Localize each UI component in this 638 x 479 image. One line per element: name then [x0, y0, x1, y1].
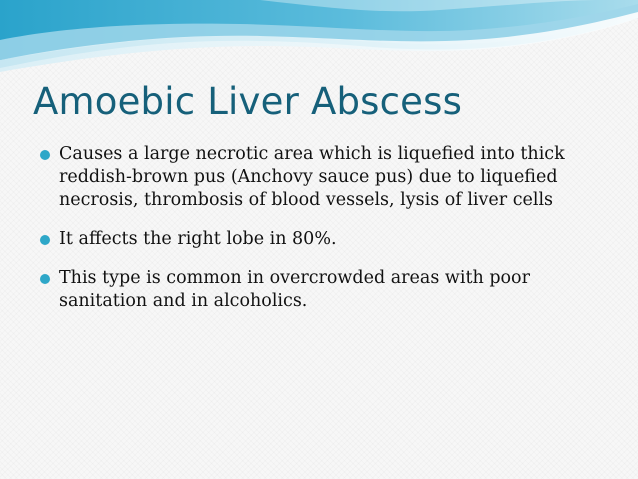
bullet-item — [40, 267, 600, 313]
bullet-list — [40, 143, 600, 329]
bullet-text: It affects the right lobe in 80%. — [59, 229, 337, 249]
filled-circle-icon — [40, 274, 50, 284]
filled-circle-icon — [40, 235, 50, 245]
bullet-item — [40, 228, 600, 251]
slide-title: Amoebic Liver Abscess — [33, 80, 463, 123]
bullet-item — [40, 143, 600, 212]
bullet-text: This type is common in overcrowded areas with poor sanitation and in alcoholics. — [59, 268, 530, 311]
bullet-text: Causes a large necrotic area which is liquefied into thick reddish-brown pus (Anchovy sauce pus) due to liquefied necrosis, thrombosis of blood vessels, lysis of liver cells — [59, 144, 565, 210]
filled-circle-icon — [40, 150, 50, 160]
wave-header-decoration — [0, 0, 638, 80]
